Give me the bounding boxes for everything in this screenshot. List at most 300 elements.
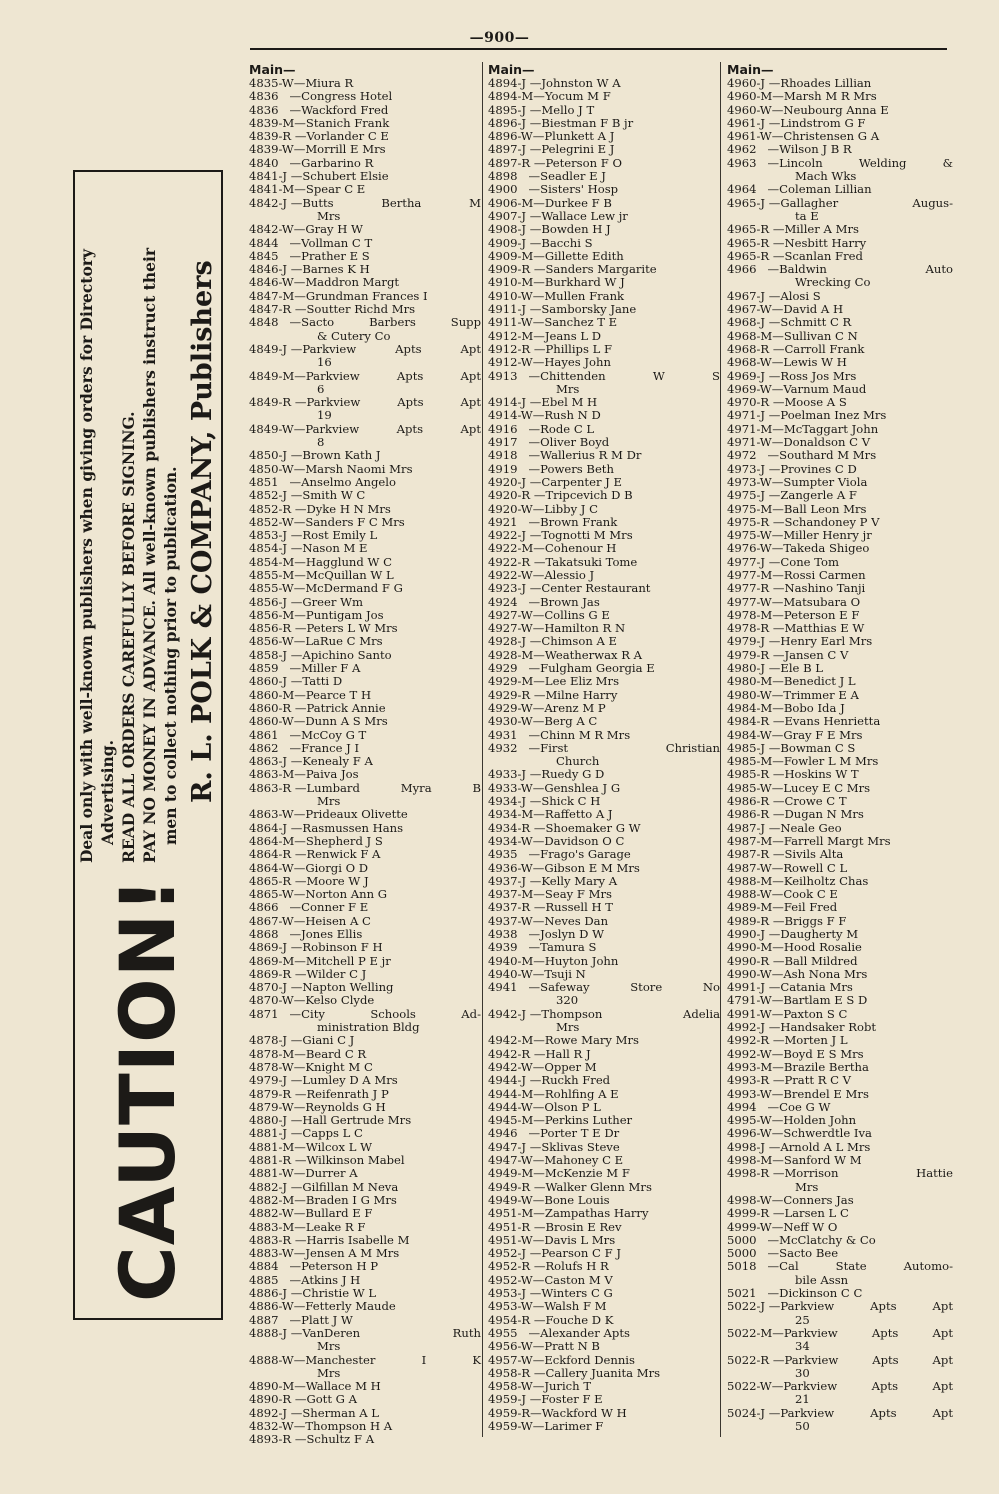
phone-code: 4920-W— [488, 501, 545, 516]
listing-row [488, 582, 720, 595]
phone-code: 4907-J — [488, 208, 542, 223]
listing-name: Matthias E W [784, 621, 865, 636]
phone-code: 4865-R — [249, 873, 307, 888]
phone-code: 4998-W— [727, 1192, 784, 1207]
listing-row [727, 715, 953, 728]
phone-code: 4922-J — [488, 528, 542, 543]
listing-name: Robinson F H [302, 940, 383, 955]
listing-row [249, 822, 481, 835]
listing-name: McClatchy & Co [779, 1232, 876, 1247]
listing-name: Lincoln Welding & [779, 155, 953, 170]
listing-row [727, 130, 953, 143]
listing-name: Larimer F [544, 1418, 604, 1433]
listing-row [249, 875, 481, 888]
listing-row [727, 941, 953, 954]
listing-row [727, 223, 953, 236]
listing-name: Puntigam Jos [305, 607, 384, 622]
listing-name: Napton Welling [302, 980, 394, 995]
phone-code: 4847-M— [249, 288, 306, 303]
phone-code: 4957-W— [488, 1352, 545, 1367]
listing-row [727, 795, 953, 808]
listing-name: Hamilton R N [544, 621, 626, 636]
listing-name: Durkee F B [544, 195, 612, 210]
phone-code: 4924 — [488, 594, 541, 609]
phone-code: 4856-R — [249, 621, 307, 636]
listing-row [488, 1167, 720, 1180]
listing-row [488, 1274, 720, 1287]
phone-code: 4860-W— [249, 714, 306, 729]
listing-row [727, 1207, 953, 1220]
phone-code: 4927-W— [488, 621, 545, 636]
listing-name: Neff W O [783, 1219, 838, 1234]
phone-code: 4980-M— [727, 674, 784, 689]
listing-row [488, 489, 720, 502]
phone-code: 4967-J — [727, 288, 781, 303]
phone-code: 4960-W— [727, 102, 784, 117]
phone-code: 4984-M— [727, 700, 784, 715]
listing-name: Bone Louis [544, 1192, 610, 1207]
phone-code: 4880-J — [249, 1113, 303, 1128]
listing-row [727, 77, 953, 90]
phone-code: 4883-R — [249, 1232, 307, 1247]
phone-code: 4855-W— [249, 581, 306, 596]
listing-row [488, 143, 720, 156]
listing-name: Bowman C S [780, 740, 856, 755]
listing-row [488, 689, 720, 702]
listing-row [488, 1340, 720, 1353]
listing-row [727, 675, 953, 688]
phone-code: 4952-J — [488, 1246, 542, 1261]
listing-row [488, 795, 720, 808]
listing-row [488, 356, 720, 369]
listing-row [249, 782, 481, 795]
listing-name: Tognotti M Mrs [541, 528, 633, 543]
listing-row [727, 569, 953, 582]
listing-name: Garbarino R [301, 155, 374, 170]
listing-name: Huyton John [544, 953, 619, 968]
phone-code: 4973-J — [727, 461, 781, 476]
listing-row [488, 888, 720, 901]
phone-code: 4923-J — [488, 581, 542, 596]
listing-name: Russell H T [545, 900, 614, 915]
phone-code: 4879-W— [249, 1099, 306, 1114]
listing-name: Wallerius R M Dr [540, 448, 642, 463]
listing-row [249, 1048, 481, 1061]
listing-name: Parkview Apts Apt [780, 1405, 953, 1420]
phone-code: 4881-R — [249, 1153, 307, 1168]
phone-code: 4791-W— [727, 993, 784, 1008]
phone-code: 4961-J — [727, 115, 781, 130]
listing-name: Chinn M R Mrs [540, 727, 631, 742]
phone-code: 4999-R — [727, 1206, 785, 1221]
listing-name: France J I [301, 740, 360, 755]
phone-code: 4920-R — [488, 488, 546, 503]
listing-row [488, 1234, 720, 1247]
listing-row [488, 835, 720, 848]
listing-row [488, 1314, 720, 1327]
listing-name: Durrer A [305, 1166, 358, 1181]
listing-row [249, 1287, 481, 1300]
phone-code: 4844 — [249, 235, 302, 250]
phone-code: 4870-W— [249, 993, 306, 1008]
listing-name: Vorlander C E [306, 129, 389, 144]
listing-name: Morrison Hattie [784, 1166, 953, 1181]
listing-row [727, 263, 953, 276]
phone-code: 4933-W— [488, 780, 545, 795]
phone-code: 4921 — [488, 514, 541, 529]
listing-row [488, 303, 720, 316]
phone-code: 4864-R — [249, 847, 307, 862]
listing-row [488, 928, 720, 941]
listing-name: Schwerdtle Iva [783, 1126, 872, 1141]
phone-code: 4956-W— [488, 1339, 545, 1354]
phone-code: 4914-J — [488, 395, 542, 410]
listing-name: Phillips L F [545, 341, 613, 356]
listing-row [727, 1194, 953, 1207]
phone-code: 4887 — [249, 1312, 302, 1327]
phone-code: 4992-R — [727, 1033, 785, 1048]
listing-name: Daugherty M [780, 927, 859, 941]
listing-row [727, 1021, 953, 1034]
listing-row [249, 662, 481, 675]
phone-code: 4893-R — [249, 1432, 307, 1447]
listing-name: Parkview Apts Apt [784, 1352, 953, 1367]
listing-name: Rost Emily L [302, 528, 378, 543]
listing-name: Arenz M P [544, 700, 606, 715]
listing-row [727, 649, 953, 662]
listing-name: Zampathas Harry [544, 1206, 649, 1221]
listing-name: Rhoades Lillian [780, 76, 872, 90]
listing-name: Raffetto A J [544, 807, 613, 822]
phone-code: 4883-M— [249, 1219, 306, 1234]
listing-row [488, 808, 720, 821]
listing-name: Schandoney P V [784, 514, 880, 529]
listing-continuation: Mrs [317, 1339, 341, 1354]
listing-name: David A H [783, 302, 844, 317]
listing-row [249, 516, 481, 529]
phone-code: 4856-J — [249, 594, 303, 609]
listing-name: Rossi Carmen [783, 567, 866, 582]
phone-code: 4975-M— [727, 501, 784, 516]
phone-code: 4965-R — [727, 248, 785, 263]
listing-name: Samborsky Jane [541, 302, 637, 317]
listing-name: Porter T E Dr [540, 1126, 620, 1141]
phone-code: 4975-J — [727, 488, 781, 503]
phone-code: 4984-R — [727, 714, 785, 729]
listing-row [488, 1088, 720, 1101]
listing-name: Sivils Alta [784, 847, 844, 862]
listing-name: Olson P L [544, 1099, 601, 1114]
phone-code: 4975-R — [727, 514, 785, 529]
publisher-name: R. L. POLK & COMPANY, Publishers [186, 260, 218, 804]
listing-name: Ross Jos Mrs [780, 368, 857, 383]
listing-row [727, 1260, 953, 1273]
caution-line: Advertising. [97, 739, 117, 846]
listing-row [727, 542, 953, 555]
listing-name: Brown Frank [540, 514, 618, 529]
listing-row [727, 875, 953, 888]
listing-name: Rush N D [544, 408, 601, 423]
phone-code: 4839-R — [249, 129, 307, 144]
phone-code: 4969-W— [727, 381, 784, 396]
listing-name: Bacchi S [541, 235, 593, 250]
phone-code: 4912-W— [488, 355, 545, 370]
listing-name: Rasmussen Hans [302, 820, 404, 835]
phone-code: 4936-W— [488, 860, 545, 875]
listing-row [249, 928, 481, 941]
phone-code: 4860-J — [249, 674, 303, 689]
listing-row [488, 715, 720, 728]
listing-row [727, 316, 953, 329]
phone-code: 4971-W— [727, 435, 784, 450]
listing-row [727, 1061, 953, 1074]
phone-code: 4841-M— [249, 182, 306, 197]
listing-row [727, 516, 953, 529]
listing-name: Anselmo Angelo [301, 474, 396, 489]
listing-row [727, 1300, 953, 1313]
phone-code: 4934-J — [488, 794, 542, 809]
listing-name: Neale Geo [780, 820, 842, 835]
listing-row [727, 1008, 953, 1021]
listing-name: McDermand F G [305, 581, 403, 596]
caution-line: READ ALL ORDERS CAREFULLY BEFORE SIGNING. [118, 411, 138, 864]
phone-code: 4993-M— [727, 1059, 784, 1074]
listing-row [249, 556, 481, 569]
listing-row [249, 316, 481, 329]
listing-name: Provines C D [780, 461, 857, 476]
listing-row [488, 981, 720, 994]
listing-row [249, 1260, 481, 1273]
listing-name: Hall Gertrude Mrs [302, 1113, 412, 1128]
listing-row [488, 370, 720, 383]
listing-row [727, 489, 953, 502]
phone-code: 4979-J — [249, 1073, 303, 1088]
phone-code: 4968-M— [727, 328, 784, 343]
listing-name: Seay F Mrs [544, 887, 612, 902]
listing-row [249, 223, 481, 236]
phone-code: 4909-J — [488, 235, 542, 250]
listing-row [488, 409, 720, 422]
phone-code: 4942-R — [488, 1046, 546, 1061]
listing-row [249, 370, 481, 383]
listing-row [249, 183, 481, 196]
phone-code: 4985-M— [727, 754, 784, 769]
phone-code: 4852-J — [249, 488, 303, 503]
listing-row [488, 1420, 720, 1433]
listing-name: Lindstrom G F [780, 115, 866, 130]
phone-code: 4968-J — [727, 315, 781, 330]
phone-code: 4992-W— [727, 1046, 784, 1061]
phone-code: 4850-W— [249, 461, 306, 476]
listing-row [249, 1141, 481, 1154]
listing-name: Wilkinson Mabel [306, 1153, 405, 1168]
phone-code: 4949-W— [488, 1192, 545, 1207]
listing-name: Burkhard W J [544, 275, 625, 290]
listing-name: Reifenrath J P [306, 1086, 389, 1101]
listing-row [488, 1247, 720, 1260]
listing-row [727, 1407, 953, 1420]
listing-continuation: 6 [317, 381, 325, 396]
column-heading: Main— [249, 62, 296, 77]
phone-code: 4940-M— [488, 953, 545, 968]
listing-row [249, 1194, 481, 1207]
phone-code: 4987-R — [727, 847, 785, 862]
listing-name: Pratt R C V [784, 1073, 852, 1088]
phone-code: 4839-W— [249, 142, 306, 157]
phone-code: 4970-R — [727, 395, 785, 410]
listing-name: Peterson H P [301, 1259, 379, 1274]
listing-row [727, 768, 953, 781]
listing-name: Hayes John [544, 355, 611, 370]
listing-row [727, 702, 953, 715]
listing-name: Southard M Mrs [779, 448, 877, 463]
listing-row [488, 223, 720, 236]
listing-name: Platt J W [301, 1312, 353, 1327]
phone-code: 4917 — [488, 435, 541, 450]
listing-name: Keilholtz Chas [783, 873, 869, 888]
listing-row [488, 542, 720, 555]
phone-code: 4988-W— [727, 887, 784, 902]
listing-row [727, 1167, 953, 1180]
listing-name: LaRue C Mrs [305, 634, 383, 649]
phone-code: 4861 — [249, 727, 302, 742]
phone-code: 4984-W— [727, 727, 784, 742]
listing-row [727, 503, 953, 516]
listing-name: Miller Henry jr [783, 528, 872, 543]
phone-code: 5022-W— [727, 1379, 784, 1394]
listing-row [249, 901, 481, 914]
phone-code: 4878-W— [249, 1059, 306, 1074]
listing-name: Pelegrini E J [541, 142, 615, 157]
phone-code: 4918 — [488, 448, 541, 463]
listing-continuation: Mrs [795, 1179, 819, 1194]
caution-heading: CAUTION! [103, 877, 192, 1302]
listing-row [727, 143, 953, 156]
phone-code: 4919 — [488, 461, 541, 476]
listing-name: Spear C E [305, 182, 366, 197]
listing-name: Miller A Mrs [784, 222, 859, 237]
listing-row [488, 1061, 720, 1074]
directory-column-2 [488, 62, 720, 1433]
listing-row [488, 529, 720, 542]
listing-row [249, 303, 481, 316]
listing-name: Poelman Inez Mrs [780, 408, 887, 423]
listing-row [249, 343, 481, 356]
listing-row [488, 423, 720, 436]
phone-code: 4977-R — [727, 581, 785, 596]
listing-row [727, 330, 953, 343]
listing-row [249, 941, 481, 954]
listing-name: Alexander Apts [540, 1325, 630, 1340]
listing-row [727, 157, 953, 170]
phone-code: 4947-J — [488, 1139, 542, 1154]
phone-code: 4841-J — [249, 169, 303, 184]
listing-name: Perkins Luther [544, 1113, 633, 1128]
phone-code: 4881-W— [249, 1166, 306, 1181]
phone-code: 4840 — [249, 155, 302, 170]
phone-code: 5024-J — [727, 1405, 781, 1420]
phone-code: 4960-J — [727, 76, 781, 90]
listing-name: Kelso Clyde [305, 993, 375, 1008]
listing-name: Soutter Richd Mrs [306, 302, 416, 317]
listing-name: Neubourg Anna E [783, 102, 889, 117]
listing-name: Sacto Bee [779, 1246, 839, 1261]
listing-name: Dyke H N Mrs [306, 501, 391, 516]
caution-notice-box [73, 170, 223, 1320]
listing-row [727, 928, 953, 941]
listing-name: Jones Ellis [301, 927, 363, 941]
listing-row [249, 423, 481, 436]
listing-name: Nason M E [302, 541, 368, 556]
listing-name: Foster F E [541, 1392, 603, 1407]
listing-name: Paiva Jos [305, 767, 359, 782]
phone-code: 4985-W— [727, 780, 784, 795]
listing-row [488, 1327, 720, 1340]
phone-code: 4969-J — [727, 368, 781, 383]
listing-row [488, 1141, 720, 1154]
phone-code: 4945-M— [488, 1113, 545, 1128]
listing-name: Grundman Frances I [305, 288, 428, 303]
listing-row [488, 290, 720, 303]
phone-code: 4898 — [488, 169, 541, 184]
phone-code: 4953-J — [488, 1286, 542, 1301]
listing-row [249, 157, 481, 170]
listing-name: Kenealy F A [302, 754, 373, 769]
listing-name: Gillette Edith [544, 248, 624, 263]
listing-row [727, 835, 953, 848]
listing-continuation: Mrs [317, 1365, 341, 1380]
listing-continuation: bile Assn [795, 1272, 849, 1287]
listing-name: Atkins J H [301, 1272, 361, 1287]
listing-row [488, 503, 720, 516]
listing-name: Ball Mildred [784, 953, 858, 968]
listing-name: Knight M C [305, 1059, 373, 1074]
listing-row [488, 768, 720, 781]
phone-code: 4958-W— [488, 1379, 545, 1394]
listing-name: Arnold A L Mrs [780, 1139, 871, 1154]
listing-name: Coe G W [779, 1099, 831, 1114]
listing-row [249, 1380, 481, 1393]
phone-code: 4849-W— [249, 421, 306, 436]
listing-name: Marsh M R Mrs [783, 89, 877, 104]
caution-notice [78, 180, 218, 1310]
listing-name: Powers Beth [540, 461, 614, 476]
listing-row [727, 1034, 953, 1047]
listing-name: McCoy G T [301, 727, 367, 742]
listing-row [488, 1300, 720, 1313]
listing-name: Giorgi O D [305, 860, 369, 875]
listing-name: Reynolds G H [305, 1099, 386, 1114]
listing-name: Christie W L [302, 1286, 377, 1301]
listing-name: Vollman C T [301, 235, 373, 250]
caution-line: Deal only with well-known publishers when giving orders for Directory [76, 249, 96, 864]
listing-row [727, 968, 953, 981]
phone-code: 4960-M— [727, 89, 784, 104]
listing-name: Joslyn D W [540, 927, 605, 941]
phone-code: 4942-M— [488, 1033, 545, 1048]
phone-code: 5022-M— [727, 1325, 784, 1340]
caution-line: men to collect nothing prior to publication. [160, 466, 180, 846]
phone-code: 4884 — [249, 1259, 302, 1274]
listing-row [249, 250, 481, 263]
listing-name: Dugan N Mrs [784, 807, 864, 822]
listing-row [249, 104, 481, 117]
listing-name: Moore W J [306, 873, 369, 888]
listing-name: Rohlfing A E [544, 1086, 619, 1101]
listing-name: Maddron Margt [305, 275, 400, 290]
listing-row [727, 383, 953, 396]
phone-code: 4846-J — [249, 262, 303, 277]
